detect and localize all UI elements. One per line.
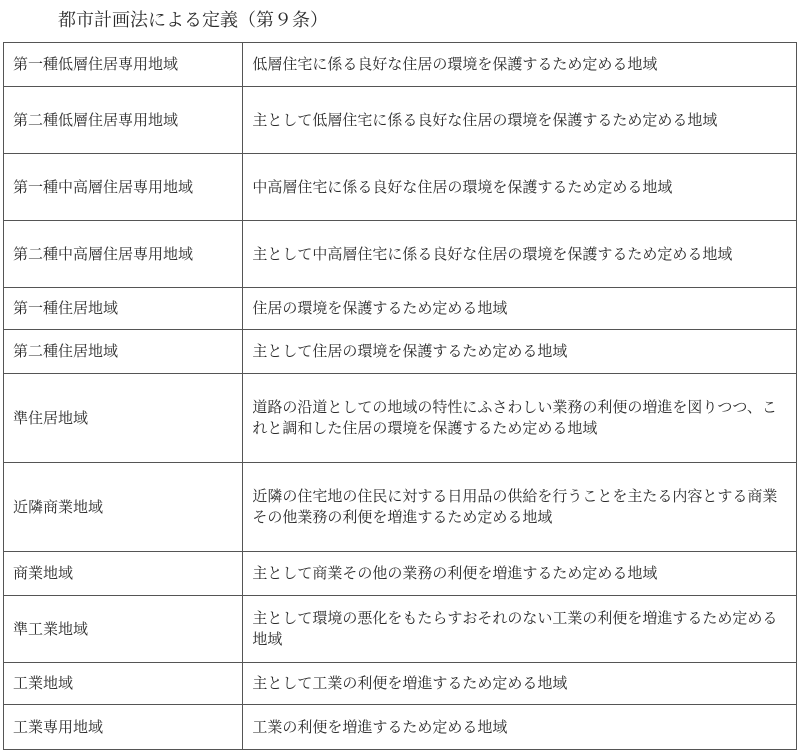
zone-name-cell: 第一種住居地域 — [4, 288, 243, 330]
table-row — [4, 221, 797, 288]
zone-definition-cell: 主として工業の利便を増進するため定める地域 — [243, 663, 797, 705]
zone-name-cell: 工業地域 — [4, 663, 243, 705]
zone-definition-cell: 主として中高層住宅に係る良好な住居の環境を保護するため定める地域 — [243, 221, 797, 288]
zone-definition-cell: 主として商業その他の業務の利便を増進するため定める地域 — [243, 552, 797, 596]
table-row — [4, 43, 797, 87]
zone-definition-cell: 主として低層住宅に係る良好な住居の環境を保護するため定める地域 — [243, 87, 797, 154]
table-row — [4, 87, 797, 154]
table-row — [4, 374, 797, 463]
page-title: 都市計画法による定義（第９条） — [58, 10, 328, 31]
zone-name-cell: 工業専用地域 — [4, 705, 243, 750]
zone-name-cell: 第一種低層住居専用地域 — [4, 43, 243, 87]
zone-definition-cell: 主として住居の環境を保護するため定める地域 — [243, 330, 797, 374]
table-row — [4, 330, 797, 374]
zone-name-cell: 準住居地域 — [4, 374, 243, 463]
table-row — [4, 552, 797, 596]
zone-name-cell: 第二種低層住居専用地域 — [4, 87, 243, 154]
zoning-definition-table — [3, 42, 797, 750]
table-row — [4, 705, 797, 750]
zone-name-cell: 第一種中高層住居専用地域 — [4, 154, 243, 221]
table-row — [4, 288, 797, 330]
zone-definition-cell: 主として環境の悪化をもたらすおそれのない工業の利便を増進するため定める地域 — [243, 596, 797, 663]
zone-definition-cell: 工業の利便を増進するため定める地域 — [243, 705, 797, 750]
zone-name-cell: 近隣商業地域 — [4, 463, 243, 552]
zone-name-cell: 準工業地域 — [4, 596, 243, 663]
table-row — [4, 596, 797, 663]
zone-definition-cell: 近隣の住宅地の住民に対する日用品の供給を行うことを主たる内容とする商業その他業務の利便を増進するため定める地域 — [243, 463, 797, 552]
table-row — [4, 463, 797, 552]
zone-name-cell: 第二種住居地域 — [4, 330, 243, 374]
zone-name-cell: 第二種中高層住居専用地域 — [4, 221, 243, 288]
table-row — [4, 154, 797, 221]
table-row — [4, 663, 797, 705]
zone-definition-cell: 低層住宅に係る良好な住居の環境を保護するため定める地域 — [243, 43, 797, 87]
zone-definition-cell: 道路の沿道としての地域の特性にふさわしい業務の利便の増進を図りつつ、これと調和した住居の環境を保護するため定める地域 — [243, 374, 797, 463]
zone-definition-cell: 住居の環境を保護するため定める地域 — [243, 288, 797, 330]
zone-name-cell: 商業地域 — [4, 552, 243, 596]
zone-definition-cell: 中高層住宅に係る良好な住居の環境を保護するため定める地域 — [243, 154, 797, 221]
